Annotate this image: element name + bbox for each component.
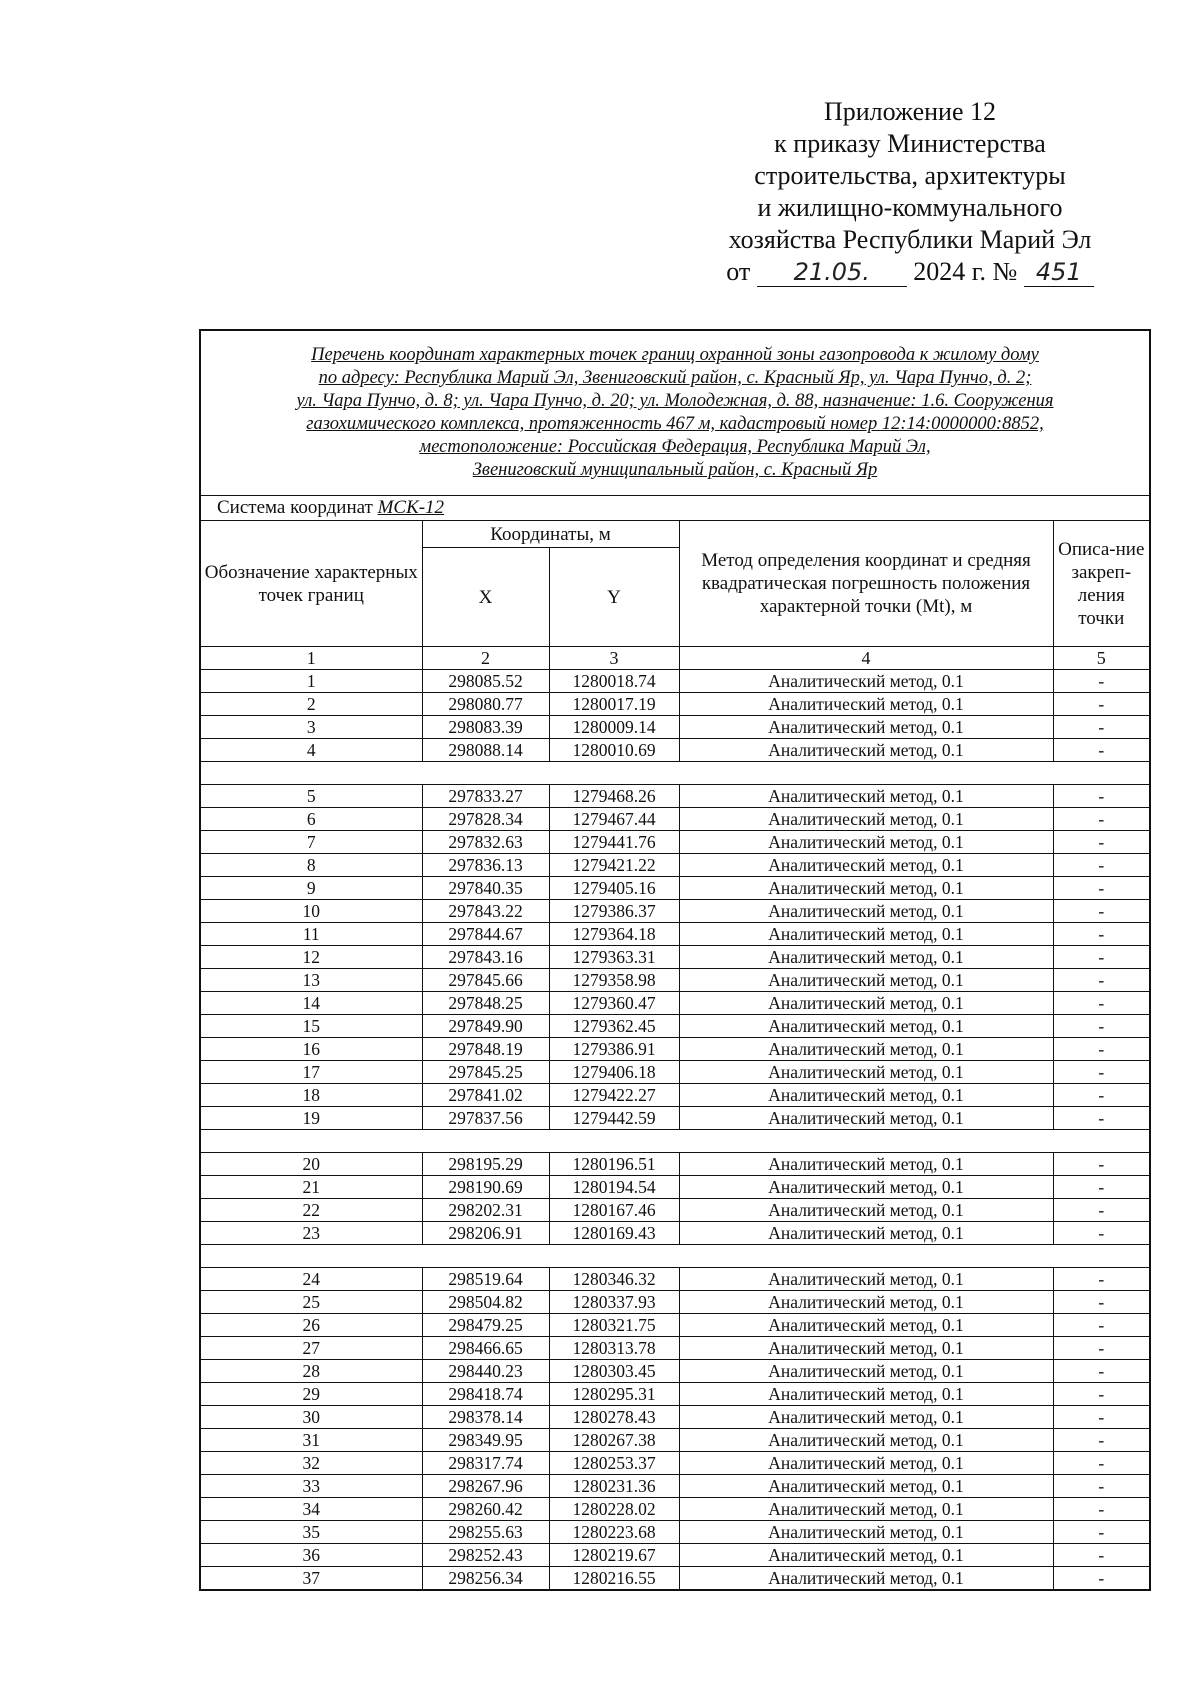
cell-point: 30 <box>200 1406 422 1429</box>
separator-cell <box>679 762 1053 785</box>
cell-point: 17 <box>200 1061 422 1084</box>
cell-method: Аналитический метод, 0.1 <box>679 1521 1053 1544</box>
cell-method: Аналитический метод, 0.1 <box>679 1084 1053 1107</box>
header-point: Обозначение характерных точек границ <box>200 521 422 647</box>
cell-x: 298267.96 <box>422 1475 549 1498</box>
cell-point: 12 <box>200 946 422 969</box>
table-row <box>200 1544 1150 1567</box>
cell-method: Аналитический метод, 0.1 <box>679 854 1053 877</box>
table-row <box>200 808 1150 831</box>
cell-x: 298349.95 <box>422 1429 549 1452</box>
cell-method: Аналитический метод, 0.1 <box>679 739 1053 762</box>
table-row <box>200 831 1150 854</box>
heading-line: к приказу Министерства <box>774 129 1046 158</box>
cell-x: 298088.14 <box>422 739 549 762</box>
cell-point: 37 <box>200 1567 422 1591</box>
separator-cell <box>1053 762 1150 785</box>
cell-point: 14 <box>200 992 422 1015</box>
cell-method: Аналитический метод, 0.1 <box>679 1199 1053 1222</box>
cell-description: - <box>1053 1314 1150 1337</box>
table-row <box>200 739 1150 762</box>
header-y: Y <box>549 548 679 647</box>
separator-cell <box>1053 1130 1150 1153</box>
cell-point: 19 <box>200 1107 422 1130</box>
table-row <box>200 1475 1150 1498</box>
cell-method: Аналитический метод, 0.1 <box>679 1498 1053 1521</box>
cell-point: 5 <box>200 785 422 808</box>
cell-x: 297848.25 <box>422 992 549 1015</box>
cell-description: - <box>1053 854 1150 877</box>
cell-x: 298206.91 <box>422 1222 549 1245</box>
cell-point: 22 <box>200 1199 422 1222</box>
cell-x: 298252.43 <box>422 1544 549 1567</box>
cell-description: - <box>1053 693 1150 716</box>
cell-y: 1279358.98 <box>549 969 679 992</box>
cell-y: 1280194.54 <box>549 1176 679 1199</box>
handwritten-date: 21.05. <box>757 258 907 287</box>
table-row <box>200 1107 1150 1130</box>
cell-description: - <box>1053 831 1150 854</box>
table-row <box>200 1222 1150 1245</box>
separator-cell <box>1053 1245 1150 1268</box>
cell-method: Аналитический метод, 0.1 <box>679 1061 1053 1084</box>
cell-x: 297828.34 <box>422 808 549 831</box>
cell-point: 24 <box>200 1268 422 1291</box>
table-row <box>200 877 1150 900</box>
cell-method: Аналитический метод, 0.1 <box>679 1291 1053 1314</box>
cell-method: Аналитический метод, 0.1 <box>679 900 1053 923</box>
cell-method: Аналитический метод, 0.1 <box>679 716 1053 739</box>
cell-description: - <box>1053 1268 1150 1291</box>
cell-y: 1280018.74 <box>549 670 679 693</box>
cell-point: 27 <box>200 1337 422 1360</box>
cell-y: 1280321.75 <box>549 1314 679 1337</box>
separator-cell <box>679 1245 1053 1268</box>
cell-point: 25 <box>200 1291 422 1314</box>
cell-x: 297849.90 <box>422 1015 549 1038</box>
cell-point: 26 <box>200 1314 422 1337</box>
table-row <box>200 946 1150 969</box>
table-row <box>200 1429 1150 1452</box>
cell-method: Аналитический метод, 0.1 <box>679 785 1053 808</box>
separator-cell <box>549 762 679 785</box>
cell-description: - <box>1053 992 1150 1015</box>
cell-method: Аналитический метод, 0.1 <box>679 1314 1053 1337</box>
cell-y: 1279468.26 <box>549 785 679 808</box>
separator-cell <box>549 1130 679 1153</box>
cell-point: 7 <box>200 831 422 854</box>
cell-y: 1279363.31 <box>549 946 679 969</box>
cell-method: Аналитический метод, 0.1 <box>679 808 1053 831</box>
cell-description: - <box>1053 1383 1150 1406</box>
coordinate-system-value: МСК-12 <box>377 497 445 518</box>
cell-x: 298195.29 <box>422 1153 549 1176</box>
table-row <box>200 1061 1150 1084</box>
coordinate-system <box>200 496 1150 521</box>
cell-description: - <box>1053 1406 1150 1429</box>
caption-line: ул. Чара Пунчо, д. 8; ул. Чара Пунчо, д. 20; ул. Молодежная, д. 88, назначение: 1.6. Сооружения <box>296 391 1054 411</box>
cell-point: 29 <box>200 1383 422 1406</box>
cell-method: Аналитический метод, 0.1 <box>679 1038 1053 1061</box>
cell-description: - <box>1053 1015 1150 1038</box>
cell-x: 298085.52 <box>422 670 549 693</box>
year-text: 2024 г. № <box>913 257 1018 286</box>
separator-cell <box>200 762 422 785</box>
heading-line: хозяйства Республики Марий Эл <box>728 225 1092 254</box>
cell-y: 1280253.37 <box>549 1452 679 1475</box>
cell-y: 1280346.32 <box>549 1268 679 1291</box>
column-number: 3 <box>549 647 679 670</box>
header-method: Метод определения координат и средняя квадратическая погрешность положения характерной точки (Mt), м <box>679 521 1053 647</box>
table-row <box>200 1015 1150 1038</box>
cell-y: 1280337.93 <box>549 1291 679 1314</box>
cell-description: - <box>1053 946 1150 969</box>
cell-description: - <box>1053 716 1150 739</box>
cell-y: 1280216.55 <box>549 1567 679 1591</box>
cell-y: 1279406.18 <box>549 1061 679 1084</box>
cell-point: 23 <box>200 1222 422 1245</box>
table-row <box>200 1268 1150 1291</box>
table-row <box>200 1452 1150 1475</box>
cell-method: Аналитический метод, 0.1 <box>679 693 1053 716</box>
cell-description: - <box>1053 1038 1150 1061</box>
cell-description: - <box>1053 808 1150 831</box>
cell-method: Аналитический метод, 0.1 <box>679 1107 1053 1130</box>
cell-method: Аналитический метод, 0.1 <box>679 1222 1053 1245</box>
cell-y: 1280219.67 <box>549 1544 679 1567</box>
cell-method: Аналитический метод, 0.1 <box>679 1567 1053 1591</box>
cell-y: 1279362.45 <box>549 1015 679 1038</box>
cell-method: Аналитический метод, 0.1 <box>679 1544 1053 1567</box>
cell-description: - <box>1053 923 1150 946</box>
cell-point: 2 <box>200 693 422 716</box>
cell-point: 34 <box>200 1498 422 1521</box>
heading-line: и жилищно-коммунального <box>757 193 1063 222</box>
cell-x: 298260.42 <box>422 1498 549 1521</box>
separator-cell <box>200 1130 422 1153</box>
cell-y: 1279422.27 <box>549 1084 679 1107</box>
cell-y: 1280009.14 <box>549 716 679 739</box>
cell-method: Аналитический метод, 0.1 <box>679 1015 1053 1038</box>
cell-description: - <box>1053 739 1150 762</box>
column-number-row <box>200 647 1150 670</box>
table-row <box>200 1291 1150 1314</box>
cell-description: - <box>1053 1222 1150 1245</box>
group-separator <box>200 762 1150 785</box>
cell-method: Аналитический метод, 0.1 <box>679 1475 1053 1498</box>
heading-line: Приложение 12 <box>823 97 997 126</box>
cell-x: 298378.14 <box>422 1406 549 1429</box>
cell-y: 1280017.19 <box>549 693 679 716</box>
table-row <box>200 1038 1150 1061</box>
cell-description: - <box>1053 1199 1150 1222</box>
cell-description: - <box>1053 877 1150 900</box>
cell-method: Аналитический метод, 0.1 <box>679 831 1053 854</box>
cell-description: - <box>1053 1084 1150 1107</box>
cell-y: 1279386.37 <box>549 900 679 923</box>
cell-x: 298256.34 <box>422 1567 549 1591</box>
table-row <box>200 1498 1150 1521</box>
cell-method: Аналитический метод, 0.1 <box>679 923 1053 946</box>
cell-x: 297840.35 <box>422 877 549 900</box>
table-row <box>200 1567 1150 1591</box>
cell-y: 1280267.38 <box>549 1429 679 1452</box>
date-prefix: от <box>726 257 751 286</box>
cell-method: Аналитический метод, 0.1 <box>679 969 1053 992</box>
cell-y: 1280196.51 <box>549 1153 679 1176</box>
separator-cell <box>200 1245 422 1268</box>
cell-method: Аналитический метод, 0.1 <box>679 1429 1053 1452</box>
cell-x: 297841.02 <box>422 1084 549 1107</box>
caption-line: газохимического комплекса, протяженность 467 м, кадастровый номер 12:14:0000000:8852, <box>306 414 1044 434</box>
cell-point: 1 <box>200 670 422 693</box>
cell-x: 298080.77 <box>422 693 549 716</box>
cell-x: 298466.65 <box>422 1337 549 1360</box>
appendix-heading <box>700 96 1120 288</box>
column-number: 5 <box>1053 647 1150 670</box>
cell-method: Аналитический метод, 0.1 <box>679 1268 1053 1291</box>
separator-cell <box>422 1130 549 1153</box>
cell-point: 33 <box>200 1475 422 1498</box>
cell-method: Аналитический метод, 0.1 <box>679 946 1053 969</box>
table-row <box>200 1406 1150 1429</box>
cell-y: 1279421.22 <box>549 854 679 877</box>
cell-point: 16 <box>200 1038 422 1061</box>
coordinate-system-label: Система координат <box>217 497 373 518</box>
cell-y: 1279360.47 <box>549 992 679 1015</box>
cell-point: 13 <box>200 969 422 992</box>
table-row <box>200 1314 1150 1337</box>
cell-method: Аналитический метод, 0.1 <box>679 1176 1053 1199</box>
cell-x: 298317.74 <box>422 1452 549 1475</box>
table-row <box>200 1337 1150 1360</box>
cell-description: - <box>1053 1429 1150 1452</box>
cell-method: Аналитический метод, 0.1 <box>679 1452 1053 1475</box>
cell-y: 1280313.78 <box>549 1337 679 1360</box>
table-row <box>200 1153 1150 1176</box>
cell-x: 298083.39 <box>422 716 549 739</box>
cell-y: 1280223.68 <box>549 1521 679 1544</box>
cell-method: Аналитический метод, 0.1 <box>679 877 1053 900</box>
cell-x: 298440.23 <box>422 1360 549 1383</box>
cell-y: 1280167.46 <box>549 1199 679 1222</box>
cell-y: 1280303.45 <box>549 1360 679 1383</box>
cell-point: 9 <box>200 877 422 900</box>
separator-cell <box>679 1130 1053 1153</box>
separator-cell <box>422 762 549 785</box>
column-number: 1 <box>200 647 422 670</box>
cell-description: - <box>1053 1475 1150 1498</box>
cell-method: Аналитический метод, 0.1 <box>679 1383 1053 1406</box>
cell-description: - <box>1053 900 1150 923</box>
separator-cell <box>422 1245 549 1268</box>
cell-y: 1279364.18 <box>549 923 679 946</box>
cell-y: 1279386.91 <box>549 1038 679 1061</box>
header-x: X <box>422 548 549 647</box>
cell-description: - <box>1053 1567 1150 1591</box>
table-row <box>200 992 1150 1015</box>
cell-method: Аналитический метод, 0.1 <box>679 1153 1053 1176</box>
coordinates-table <box>199 329 1151 1591</box>
header-description: Описа-ние закреп-ления точки <box>1053 521 1150 647</box>
cell-y: 1279442.59 <box>549 1107 679 1130</box>
order-date-line <box>700 256 1120 288</box>
cell-x: 297836.13 <box>422 854 549 877</box>
table-row <box>200 716 1150 739</box>
cell-x: 297848.19 <box>422 1038 549 1061</box>
cell-x: 297832.63 <box>422 831 549 854</box>
cell-x: 298504.82 <box>422 1291 549 1314</box>
cell-description: - <box>1053 1153 1150 1176</box>
cell-point: 4 <box>200 739 422 762</box>
cell-method: Аналитический метод, 0.1 <box>679 1406 1053 1429</box>
table-row <box>200 900 1150 923</box>
table-row <box>200 1084 1150 1107</box>
cell-description: - <box>1053 1521 1150 1544</box>
header-coordinates: Координаты, м <box>422 521 679 548</box>
cell-method: Аналитический метод, 0.1 <box>679 670 1053 693</box>
table-row <box>200 969 1150 992</box>
cell-point: 32 <box>200 1452 422 1475</box>
cell-y: 1279441.76 <box>549 831 679 854</box>
column-number: 4 <box>679 647 1053 670</box>
table-row <box>200 670 1150 693</box>
cell-x: 297843.16 <box>422 946 549 969</box>
cell-point: 21 <box>200 1176 422 1199</box>
cell-point: 31 <box>200 1429 422 1452</box>
cell-point: 18 <box>200 1084 422 1107</box>
heading-line: строительства, архитектуры <box>754 161 1066 190</box>
cell-method: Аналитический метод, 0.1 <box>679 992 1053 1015</box>
cell-y: 1280231.36 <box>549 1475 679 1498</box>
cell-x: 298190.69 <box>422 1176 549 1199</box>
group-separator <box>200 1130 1150 1153</box>
cell-y: 1280278.43 <box>549 1406 679 1429</box>
caption-line: местоположение: Российская Федерация, Республика Марий Эл, <box>419 437 931 457</box>
table-row <box>200 693 1150 716</box>
cell-point: 15 <box>200 1015 422 1038</box>
cell-y: 1279467.44 <box>549 808 679 831</box>
table-row <box>200 1383 1150 1406</box>
cell-y: 1280010.69 <box>549 739 679 762</box>
cell-x: 297843.22 <box>422 900 549 923</box>
cell-description: - <box>1053 1107 1150 1130</box>
table-caption <box>200 330 1150 496</box>
cell-point: 35 <box>200 1521 422 1544</box>
column-number: 2 <box>422 647 549 670</box>
cell-method: Аналитический метод, 0.1 <box>679 1337 1053 1360</box>
cell-description: - <box>1053 969 1150 992</box>
cell-x: 298255.63 <box>422 1521 549 1544</box>
table-row <box>200 923 1150 946</box>
table-row <box>200 1360 1150 1383</box>
caption-line: Звениговский муниципальный район, с. Красный Яр <box>472 460 878 480</box>
cell-description: - <box>1053 1176 1150 1199</box>
cell-description: - <box>1053 1291 1150 1314</box>
cell-x: 298519.64 <box>422 1268 549 1291</box>
group-separator <box>200 1245 1150 1268</box>
handwritten-order-number: 451 <box>1024 258 1094 287</box>
cell-point: 6 <box>200 808 422 831</box>
cell-point: 8 <box>200 854 422 877</box>
cell-point: 36 <box>200 1544 422 1567</box>
table-row <box>200 1176 1150 1199</box>
table-row <box>200 854 1150 877</box>
cell-point: 3 <box>200 716 422 739</box>
cell-description: - <box>1053 1061 1150 1084</box>
cell-y: 1279405.16 <box>549 877 679 900</box>
cell-description: - <box>1053 785 1150 808</box>
cell-description: - <box>1053 1498 1150 1521</box>
cell-x: 298202.31 <box>422 1199 549 1222</box>
caption-line: по адресу: Республика Марий Эл, Звениговский район, с. Красный Яр, ул. Чара Пунчо, д. 2; <box>318 368 1032 388</box>
cell-x: 298418.74 <box>422 1383 549 1406</box>
cell-x: 297845.25 <box>422 1061 549 1084</box>
cell-x: 297837.56 <box>422 1107 549 1130</box>
cell-point: 28 <box>200 1360 422 1383</box>
table-row <box>200 1199 1150 1222</box>
table-row <box>200 1521 1150 1544</box>
cell-method: Аналитический метод, 0.1 <box>679 1360 1053 1383</box>
cell-description: - <box>1053 1452 1150 1475</box>
cell-y: 1280295.31 <box>549 1383 679 1406</box>
cell-point: 10 <box>200 900 422 923</box>
cell-description: - <box>1053 1360 1150 1383</box>
cell-point: 11 <box>200 923 422 946</box>
separator-cell <box>549 1245 679 1268</box>
cell-y: 1280169.43 <box>549 1222 679 1245</box>
cell-x: 297833.27 <box>422 785 549 808</box>
cell-description: - <box>1053 1337 1150 1360</box>
cell-description: - <box>1053 670 1150 693</box>
table-row <box>200 785 1150 808</box>
cell-y: 1280228.02 <box>549 1498 679 1521</box>
cell-point: 20 <box>200 1153 422 1176</box>
cell-x: 297844.67 <box>422 923 549 946</box>
cell-x: 297845.66 <box>422 969 549 992</box>
caption-line: Перечень координат характерных точек границ охранной зоны газопровода к жилому дому <box>311 345 1039 365</box>
cell-description: - <box>1053 1544 1150 1567</box>
cell-x: 298479.25 <box>422 1314 549 1337</box>
